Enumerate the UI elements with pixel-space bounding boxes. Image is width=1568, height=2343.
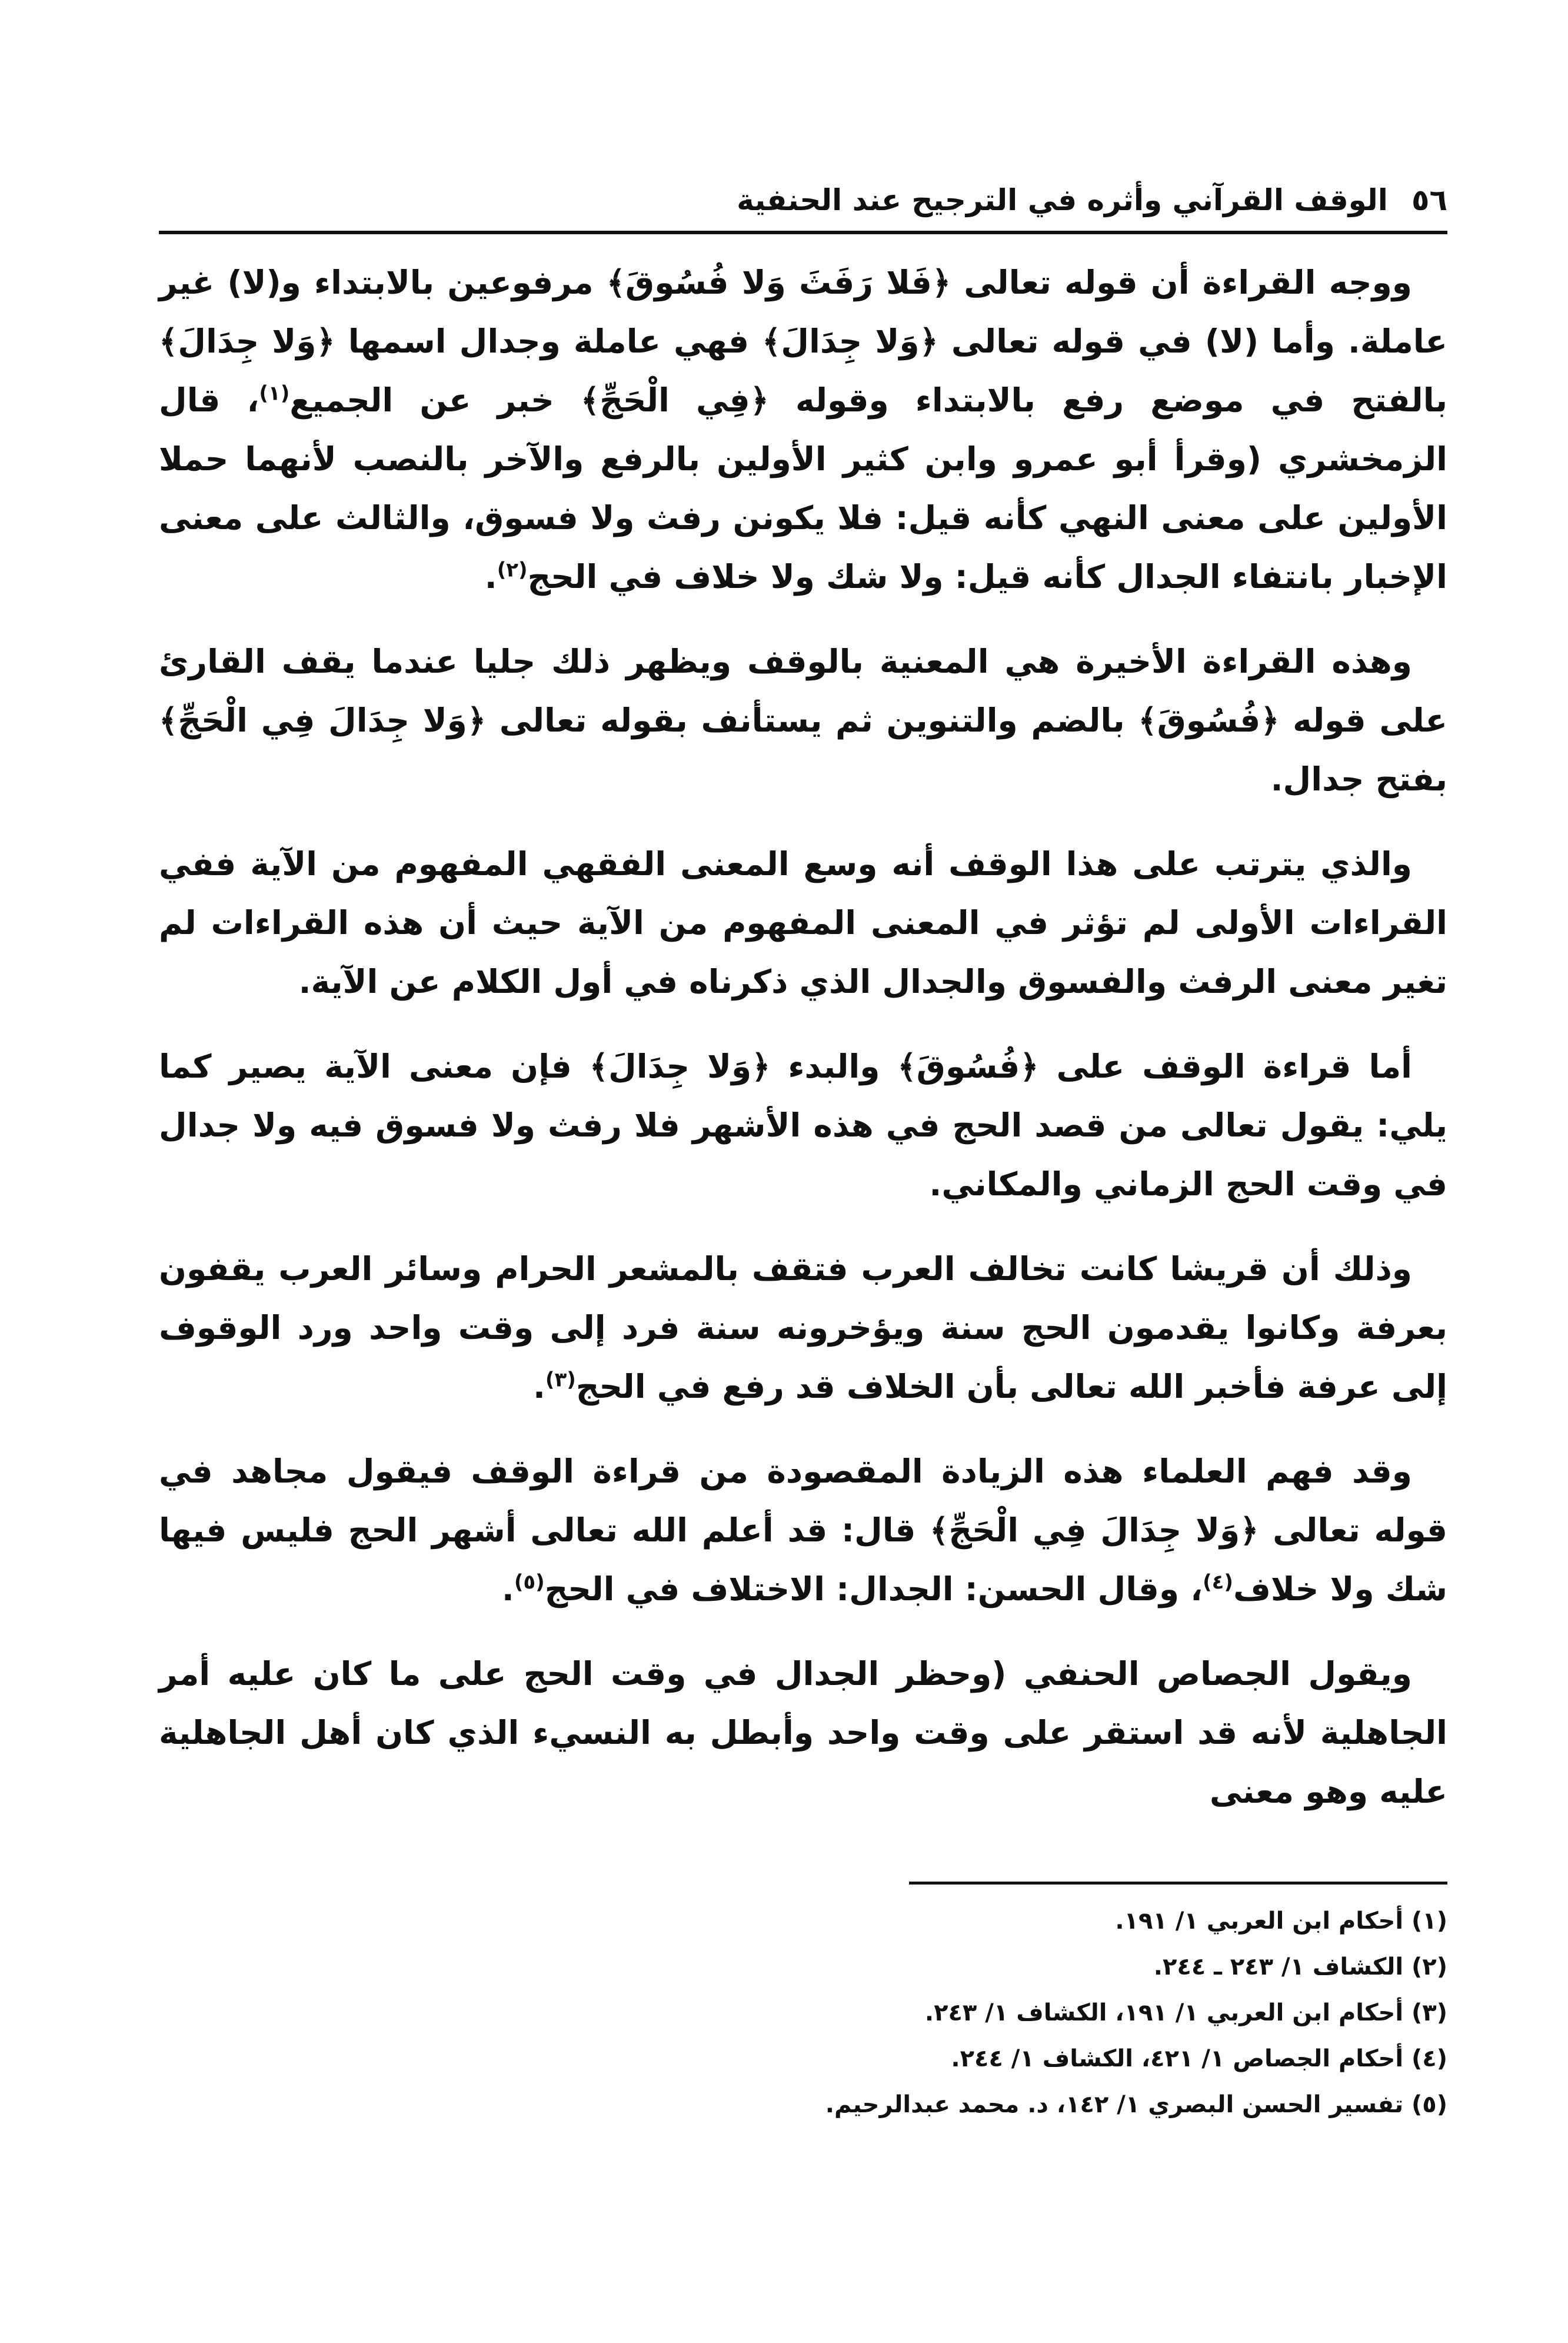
main-text bbox=[159, 253, 1447, 1847]
paragraph-text: . bbox=[501, 1570, 514, 1608]
paragraph-text: والذي يترتب على هذا الوقف أنه وسع المعنى الفقهي المفهوم من الآية ففي القراءات الأولى لم تؤثر في المعنى المفهوم من الآية حيث أن هذه القراءات لم تغير معنى الرفث والفسوق والجدال الذي ذكرناه في أول الكلام عن الآية. bbox=[159, 845, 1447, 1001]
paragraph-3 bbox=[159, 835, 1447, 1011]
footnote-2: (٢) الكشاف ١/ ٢٤٣ ـ ٢٤٤. bbox=[1153, 1953, 1447, 1980]
footnote-1: (١) أحكام ابن العربي ١/ ١٩١. bbox=[1115, 1907, 1447, 1935]
paragraph-2 bbox=[159, 632, 1447, 809]
footnote-5: (٥) تفسير الحسن البصري ١/ ١٤٢، د. محمد عبدالرحيم. bbox=[825, 2091, 1447, 2118]
footnote-ref: (١) bbox=[259, 381, 290, 406]
paragraph-text: . bbox=[533, 1368, 545, 1405]
paragraph-text: ويقول الجصاص الحنفي (وحظر الجدال في وقت الحج على ما كان عليه أمر الجاهلية لأنه قد استقر على وقت واحد وأبطل به النسيء الذي كان أهل الجاهلية عليه وهو معنى bbox=[159, 1655, 1447, 1810]
running-title: الوقف القرآني وأثره في الترجيح عند الحنفية bbox=[737, 183, 1388, 217]
paragraph-text: وهذه القراءة الأخيرة هي المعنية بالوقف ويظهر ذلك جليا عندما يقف القارئ على قوله ﴿فُسُوقَ﴾ بالضم والتنوين ثم يستأنف بقوله تعالى ﴿وَلا جِدَالَ فِي الْحَجِّ﴾ بفتح جدال. bbox=[159, 643, 1447, 798]
paragraph-5 bbox=[159, 1239, 1447, 1416]
footnote-ref: (٤) bbox=[1203, 1570, 1233, 1594]
paragraph-text: ، وقال الحسن: الجدال: الاختلاف في الحج bbox=[544, 1570, 1203, 1608]
page-number: ٥٦ bbox=[1411, 183, 1447, 217]
paragraph-text: وقد فهم العلماء هذه الزيادة المقصودة من قراءة الوقف فيقول مجاهد في قوله تعالى ﴿وَلا جِدَالَ فِي الْحَجِّ﴾ قال: قد أعلم الله تعالى أشهر الحج فليس فيها شك ولا خلاف bbox=[159, 1453, 1447, 1608]
paragraph-text: ، قال الزمخشري (وقرأ أبو عمرو وابن كثير الأولين بالرفع والآخر بالنصب لأنهما حملا الأولين على معنى النهي كأنه قيل: فلا يكونن رفث ولا فسوق، والثالث على معنى الإخبار بانتفاء الجدال كأنه قيل: ولا شك ولا خلاف في الحج bbox=[159, 381, 1447, 596]
header-divider bbox=[159, 231, 1447, 234]
paragraph-text: . bbox=[484, 558, 497, 596]
paragraph-text: ووجه القراءة أن قوله تعالى ﴿فَلا رَفَثَ وَلا فُسُوقَ﴾ مرفوعين بالابتداء و(لا) غير عاملة. وأما (لا) في قوله تعالى ﴿وَلا جِدَالَ﴾ فهي عاملة وجدال اسمها ﴿وَلا جِدَالَ﴾ بالفتح في موضع رفع بالابتداء وقوله ﴿فِي الْحَجِّ﴾ خبر عن الجميع bbox=[159, 264, 1447, 419]
footnote-4: (٤) أحكام الجصاص ١/ ٤٢١، الكشاف ١/ ٢٤٤. bbox=[951, 2045, 1447, 2072]
page-header bbox=[159, 177, 1447, 224]
footnote-divider bbox=[909, 1882, 1447, 1885]
paragraph-text: وذلك أن قريشا كانت تخالف العرب فتقف بالمشعر الحرام وسائر العرب يقفون بعرفة وكانوا يقدمون الحج سنة ويؤخرونه سنة فرد إلى وقت واحد ورد الوقوف إلى عرفة فأخبر الله تعالى بأن الخلاف قد رفع في الحج bbox=[159, 1250, 1447, 1405]
footnote-3: (٣) أحكام ابن العربي ١/ ١٩١، الكشاف ١/ ٢٤٣. bbox=[924, 1999, 1447, 2026]
paragraph-4 bbox=[159, 1037, 1447, 1214]
footnote-ref: (٣) bbox=[545, 1368, 576, 1392]
paragraph-text: أما قراءة الوقف على ﴿فُسُوقَ﴾ والبدء ﴿وَلا جِدَالَ﴾ فإن معنى الآية يصير كما يلي: يقول تعالى من قصد الحج في هذه الأشهر فلا رفث ولا فسوق فيه ولا جدال في وقت الحج الزماني والمكاني. bbox=[159, 1048, 1447, 1203]
footnote-ref: (٥) bbox=[514, 1570, 545, 1594]
footnotes bbox=[647, 1898, 1447, 2128]
paragraph-6 bbox=[159, 1442, 1447, 1619]
paragraph-7 bbox=[159, 1644, 1447, 1821]
footnote-ref: (٢) bbox=[497, 558, 528, 582]
paragraph-1 bbox=[159, 253, 1447, 606]
